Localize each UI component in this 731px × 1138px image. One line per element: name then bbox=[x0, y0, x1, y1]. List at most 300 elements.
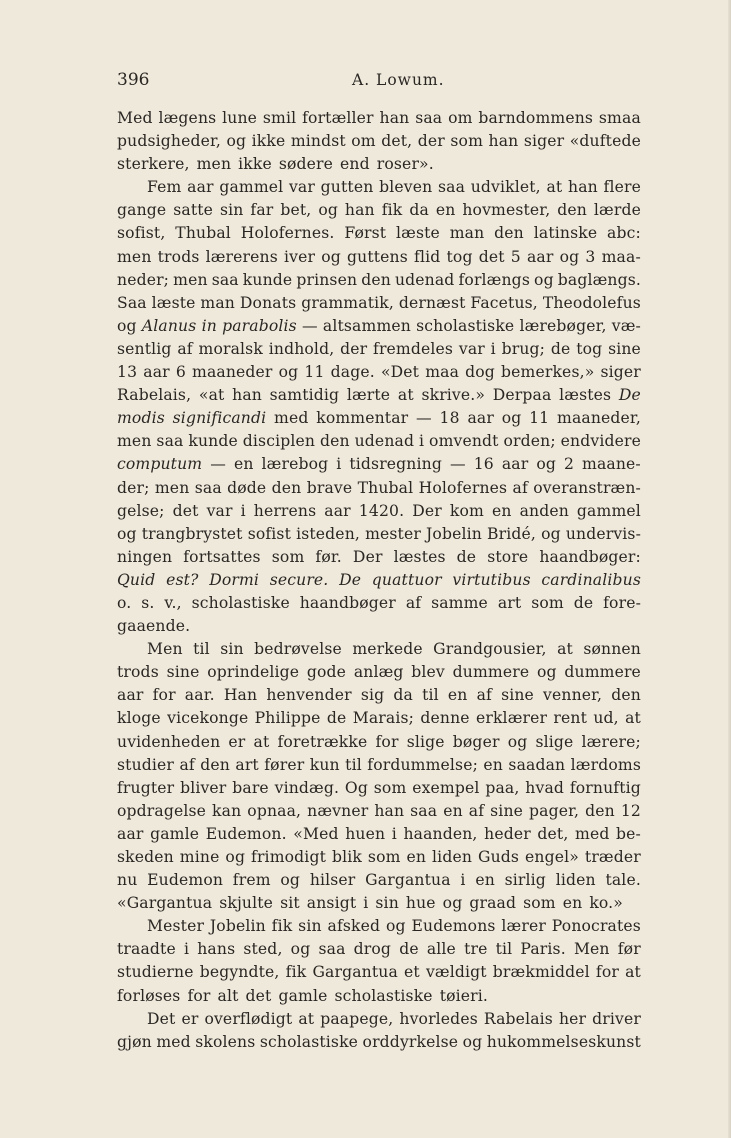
word: for bbox=[595, 963, 619, 982]
word: undervis- bbox=[565, 524, 641, 543]
word: tog bbox=[446, 247, 473, 266]
word: tale. bbox=[605, 871, 641, 890]
word: læstes bbox=[393, 547, 446, 566]
word: sterkere, bbox=[117, 155, 190, 174]
word: siger bbox=[523, 132, 565, 151]
word: ikke bbox=[251, 132, 286, 151]
word: til bbox=[495, 940, 513, 959]
word: bet, bbox=[280, 201, 312, 220]
word: samme bbox=[431, 593, 488, 612]
word: maaneder bbox=[192, 363, 273, 382]
word: anden bbox=[519, 501, 569, 520]
word: in bbox=[201, 316, 217, 335]
word: hvorledes bbox=[399, 1009, 478, 1028]
word: bleven bbox=[379, 178, 433, 197]
word: alt bbox=[217, 986, 239, 1005]
word: sin bbox=[298, 917, 322, 936]
word: exempel bbox=[412, 778, 480, 797]
word: cardinalibus bbox=[541, 570, 641, 589]
word: lærte bbox=[346, 386, 391, 405]
word: man bbox=[449, 224, 485, 243]
word: en bbox=[491, 501, 512, 520]
word: Philippe bbox=[254, 709, 321, 728]
word: og bbox=[541, 524, 561, 543]
word: den bbox=[200, 755, 230, 774]
word: skrive.» bbox=[421, 386, 486, 405]
word: trangbrystet bbox=[141, 524, 243, 543]
word: parabolis bbox=[222, 316, 297, 335]
word: hilser bbox=[309, 871, 356, 890]
word: og bbox=[280, 871, 301, 890]
word: liden bbox=[432, 848, 473, 866]
word: studierne bbox=[117, 963, 194, 982]
word: 11 bbox=[529, 409, 550, 428]
word: da bbox=[393, 686, 413, 705]
word: sofist bbox=[247, 524, 292, 543]
word: dernæst bbox=[398, 293, 466, 312]
word: men bbox=[154, 478, 190, 497]
word: significandi bbox=[172, 409, 267, 428]
word: virtutibus bbox=[452, 570, 531, 589]
word: endvidere bbox=[560, 432, 641, 451]
word: sig bbox=[360, 686, 385, 705]
word: sine bbox=[490, 801, 524, 820]
word: Rabelais bbox=[483, 1009, 553, 1028]
word: Eudemons bbox=[411, 917, 496, 936]
word: en bbox=[406, 848, 427, 866]
word: quattuor bbox=[371, 570, 442, 589]
word: de bbox=[399, 940, 419, 959]
word: smaa bbox=[598, 109, 641, 127]
text-line bbox=[117, 523, 641, 546]
word: at bbox=[557, 640, 573, 659]
word: det, bbox=[537, 824, 569, 843]
word: lægens bbox=[158, 109, 217, 127]
word: opnaa, bbox=[247, 801, 302, 820]
word: «duftede bbox=[569, 132, 641, 151]
word: est? bbox=[166, 570, 199, 589]
word: fore- bbox=[603, 593, 641, 612]
text-line bbox=[117, 638, 641, 661]
body-text bbox=[117, 107, 641, 1054]
word: graad bbox=[469, 894, 517, 913]
word: og bbox=[278, 363, 299, 382]
word: neder; bbox=[117, 270, 170, 289]
word: tidsregning bbox=[349, 455, 442, 474]
word: at bbox=[546, 178, 563, 197]
word: frugter bbox=[117, 778, 175, 797]
word: merkede bbox=[352, 640, 423, 659]
word: sødere bbox=[278, 155, 334, 174]
word: bemerkes,» bbox=[501, 363, 595, 382]
word: Grandgousier, bbox=[433, 640, 547, 659]
word: han bbox=[568, 178, 598, 197]
word: som bbox=[373, 778, 407, 797]
word: de bbox=[573, 593, 594, 612]
word: der bbox=[417, 132, 445, 151]
word: kunde bbox=[188, 432, 238, 451]
word: orddyrkelse bbox=[362, 1032, 459, 1051]
word: Med bbox=[117, 109, 153, 127]
word: saa bbox=[156, 432, 184, 451]
text-line bbox=[117, 269, 641, 292]
word: Først bbox=[344, 224, 387, 243]
word: saa bbox=[318, 940, 346, 959]
word: for bbox=[375, 732, 399, 751]
word: dummere bbox=[452, 663, 530, 682]
word: aar bbox=[117, 686, 144, 705]
word: udenad bbox=[354, 432, 415, 451]
word: vindæg. bbox=[274, 778, 340, 797]
text-line bbox=[117, 754, 641, 777]
text-line bbox=[117, 315, 641, 338]
word: han bbox=[232, 386, 262, 405]
word: maa bbox=[425, 363, 460, 382]
word: «Det bbox=[380, 363, 420, 382]
word: — bbox=[210, 455, 226, 474]
word: dummere bbox=[564, 663, 641, 682]
word: heder bbox=[484, 824, 531, 843]
word: lærde bbox=[593, 201, 641, 220]
word: af bbox=[179, 755, 195, 774]
word: fordummelse; bbox=[367, 755, 478, 774]
word: af bbox=[476, 686, 492, 705]
word: af bbox=[177, 339, 193, 358]
text-line bbox=[117, 961, 641, 984]
word: af bbox=[468, 801, 485, 820]
word: og bbox=[462, 1032, 483, 1051]
word: i bbox=[490, 339, 496, 358]
text-line bbox=[117, 684, 641, 707]
word: opdragelse bbox=[117, 801, 207, 820]
word: haandbøger bbox=[299, 593, 396, 612]
word: — bbox=[301, 316, 318, 335]
word: den bbox=[494, 224, 524, 243]
word: Thubal bbox=[175, 224, 231, 243]
word: og bbox=[385, 917, 406, 936]
word: han bbox=[344, 201, 375, 220]
word: sin bbox=[219, 201, 244, 220]
word: huen bbox=[345, 824, 386, 843]
word: før bbox=[617, 940, 641, 959]
word: var bbox=[288, 178, 315, 197]
word: Han bbox=[223, 686, 258, 705]
word: maaneder, bbox=[557, 409, 641, 428]
word: gjøn bbox=[117, 1032, 152, 1051]
word: orden; bbox=[503, 432, 556, 451]
word: aar bbox=[187, 178, 214, 197]
word: prinsen bbox=[296, 270, 358, 289]
text-line bbox=[117, 546, 641, 569]
word: kunde bbox=[242, 270, 293, 289]
word: de bbox=[550, 339, 571, 358]
word: De bbox=[618, 386, 641, 405]
word: modis bbox=[117, 409, 165, 428]
word: Og bbox=[344, 778, 368, 797]
word: 2 bbox=[563, 455, 575, 474]
word: han bbox=[488, 132, 519, 151]
word: hvad bbox=[525, 778, 565, 797]
word: uvidenheden bbox=[117, 732, 221, 751]
word: og bbox=[534, 270, 554, 289]
word: tøieri. bbox=[439, 986, 489, 1005]
word: Paris. bbox=[520, 940, 566, 959]
word: barndommens bbox=[478, 109, 594, 127]
word: dog bbox=[465, 363, 495, 382]
word: alle bbox=[426, 940, 456, 959]
word: lærerens bbox=[205, 247, 278, 266]
word: mine bbox=[179, 848, 220, 866]
word: aar bbox=[143, 363, 170, 382]
word: saa bbox=[194, 478, 222, 497]
word: om bbox=[351, 132, 376, 151]
text-line bbox=[117, 199, 641, 222]
word: lærebøger, bbox=[519, 316, 607, 335]
word: læstes bbox=[559, 386, 612, 405]
text-line bbox=[117, 823, 641, 846]
word: hue bbox=[405, 894, 436, 913]
word: med bbox=[156, 1032, 191, 1051]
word: og bbox=[559, 247, 580, 266]
word: her bbox=[558, 1009, 587, 1028]
word: altsammen bbox=[322, 316, 411, 335]
text-line bbox=[117, 246, 641, 269]
word: en bbox=[233, 455, 254, 474]
word: i bbox=[419, 432, 425, 451]
word: aar bbox=[117, 824, 144, 843]
word: hans bbox=[197, 940, 236, 959]
text-line bbox=[117, 477, 641, 500]
word: af bbox=[405, 593, 422, 612]
word: og bbox=[226, 132, 247, 151]
word: og bbox=[536, 663, 557, 682]
word: ansigt bbox=[306, 894, 357, 913]
word: secure. bbox=[269, 570, 329, 589]
word: dage. bbox=[330, 363, 375, 382]
word: Fem bbox=[147, 178, 182, 197]
word: disciplen bbox=[242, 432, 316, 451]
word: og bbox=[117, 316, 137, 335]
word: foretrække bbox=[277, 732, 368, 751]
word: da bbox=[409, 201, 429, 220]
word: i bbox=[391, 824, 397, 843]
word: samtidig bbox=[269, 386, 340, 405]
word: tog bbox=[576, 339, 603, 358]
text-line bbox=[117, 707, 641, 730]
word: Derpaa bbox=[492, 386, 552, 405]
word: guttens bbox=[347, 247, 408, 266]
word: som bbox=[450, 132, 484, 151]
word: store bbox=[487, 547, 529, 566]
word: ko.» bbox=[589, 894, 623, 913]
word: traadte bbox=[117, 940, 176, 959]
word: med bbox=[274, 409, 309, 428]
word: sine bbox=[166, 663, 200, 682]
word: er bbox=[181, 1009, 199, 1028]
word: lærebog bbox=[261, 455, 329, 474]
word: roser». bbox=[376, 155, 434, 174]
word: Mester bbox=[147, 917, 205, 936]
word: s. bbox=[141, 593, 155, 612]
word: før. bbox=[315, 547, 342, 566]
word: hovmester, bbox=[462, 201, 551, 220]
word: Eudemon bbox=[147, 871, 224, 890]
word: det, bbox=[381, 132, 413, 151]
word: sine bbox=[501, 686, 534, 705]
word: gamle bbox=[278, 986, 328, 1005]
word: Theodolefus bbox=[542, 293, 641, 312]
word: o. bbox=[117, 593, 132, 612]
word: Det bbox=[147, 1009, 176, 1028]
word: Ponocrates bbox=[551, 917, 641, 936]
text-line bbox=[117, 222, 641, 245]
word: art bbox=[235, 755, 259, 774]
word: brækmiddel bbox=[492, 963, 590, 982]
word: er bbox=[228, 732, 246, 751]
word: Quid bbox=[117, 570, 156, 589]
word: aar bbox=[467, 409, 494, 428]
word: træder bbox=[584, 848, 641, 866]
word: gaaende. bbox=[117, 617, 191, 636]
word: kan bbox=[212, 801, 242, 820]
word: sin bbox=[375, 894, 399, 913]
word: be- bbox=[616, 824, 641, 843]
word: de bbox=[456, 547, 477, 566]
word: lærere; bbox=[581, 732, 641, 751]
word: Holofernes. bbox=[240, 224, 335, 243]
word: 3 bbox=[585, 247, 596, 266]
word: pager, bbox=[529, 801, 580, 820]
word: indhold, bbox=[268, 339, 335, 358]
word: brave bbox=[306, 478, 353, 497]
word: det bbox=[478, 247, 505, 266]
word: bare bbox=[232, 778, 269, 797]
word: v., bbox=[164, 593, 182, 612]
word: at bbox=[253, 732, 270, 751]
word: skolens bbox=[195, 1032, 256, 1051]
word: ningen bbox=[117, 547, 173, 566]
word: til bbox=[193, 640, 210, 659]
word: kom bbox=[449, 501, 484, 520]
word: og bbox=[501, 409, 522, 428]
word: afsked bbox=[327, 917, 381, 936]
word: gutten bbox=[320, 178, 374, 197]
text-line bbox=[117, 500, 641, 523]
word: saa bbox=[211, 270, 239, 289]
word: mester bbox=[365, 524, 421, 543]
word: lærdoms bbox=[570, 755, 641, 774]
text-line bbox=[117, 846, 641, 869]
text-line bbox=[117, 661, 641, 684]
page-number: 396 bbox=[117, 70, 150, 90]
word: den bbox=[585, 801, 615, 820]
word: Holofernes bbox=[418, 478, 508, 497]
word: for bbox=[152, 686, 176, 705]
word: gammel bbox=[576, 501, 641, 520]
word: denne bbox=[420, 709, 470, 728]
word: den bbox=[271, 478, 302, 497]
word: rent bbox=[553, 709, 588, 728]
word: oprindelige bbox=[207, 663, 300, 682]
word: sentlig bbox=[117, 339, 172, 358]
word: gelse; bbox=[117, 501, 165, 520]
text-line bbox=[117, 985, 641, 1008]
word: brug; bbox=[501, 339, 546, 358]
text-line bbox=[117, 453, 641, 476]
word: for bbox=[187, 986, 211, 1005]
word: Men bbox=[573, 940, 610, 959]
word: læste bbox=[151, 293, 196, 312]
word: 12 bbox=[620, 801, 641, 820]
word: flere bbox=[603, 178, 641, 197]
word: og bbox=[290, 940, 311, 959]
word: trods bbox=[117, 663, 159, 682]
word: Alanus bbox=[141, 316, 197, 335]
word: den bbox=[611, 686, 641, 705]
word: — bbox=[449, 455, 466, 474]
word: far bbox=[250, 201, 274, 220]
word: «Gargantua bbox=[117, 894, 213, 913]
word: Men bbox=[147, 640, 183, 659]
word: trods bbox=[157, 247, 200, 266]
word: gange bbox=[117, 201, 167, 220]
word: bliver bbox=[180, 778, 227, 797]
word: sofist, bbox=[117, 224, 166, 243]
word: som bbox=[271, 547, 305, 566]
word: fik bbox=[381, 201, 403, 220]
word: maane- bbox=[582, 455, 641, 474]
word: og bbox=[318, 201, 338, 220]
word: fortsattes bbox=[183, 547, 261, 566]
word: en bbox=[475, 871, 495, 890]
text-line bbox=[117, 107, 641, 130]
word: art bbox=[497, 593, 522, 612]
word: saadan bbox=[508, 755, 566, 774]
text-line bbox=[117, 592, 641, 615]
word: paa, bbox=[485, 778, 520, 797]
word: i bbox=[460, 871, 466, 890]
word: saa bbox=[415, 109, 443, 127]
word: ikke bbox=[238, 155, 272, 174]
word: Dormi bbox=[209, 570, 260, 589]
word: Eudemon. bbox=[205, 824, 287, 843]
word: skeden bbox=[117, 848, 174, 866]
word: i bbox=[336, 455, 342, 474]
word: overflødigt bbox=[204, 1009, 293, 1028]
word: om bbox=[448, 109, 473, 127]
word: aar bbox=[526, 247, 554, 266]
word: end bbox=[340, 155, 370, 174]
word: aar. bbox=[184, 686, 215, 705]
word: døde bbox=[227, 478, 267, 497]
word: var bbox=[206, 501, 233, 520]
word: forlængs bbox=[458, 270, 530, 289]
word: liden bbox=[555, 871, 596, 890]
word: herrens bbox=[253, 501, 317, 520]
word: hukommelseskunst bbox=[486, 1032, 641, 1051]
word: var bbox=[458, 339, 485, 358]
text-line bbox=[117, 777, 641, 800]
word: sin bbox=[220, 640, 244, 659]
word: som bbox=[523, 894, 556, 913]
word: gamle bbox=[150, 824, 200, 843]
word: fortæller bbox=[302, 109, 374, 127]
word: smil bbox=[262, 109, 297, 127]
word: men bbox=[117, 432, 152, 451]
word: saa bbox=[437, 178, 466, 197]
running-head: A. Lowum. bbox=[352, 71, 445, 89]
word: Bridé, bbox=[487, 524, 536, 543]
